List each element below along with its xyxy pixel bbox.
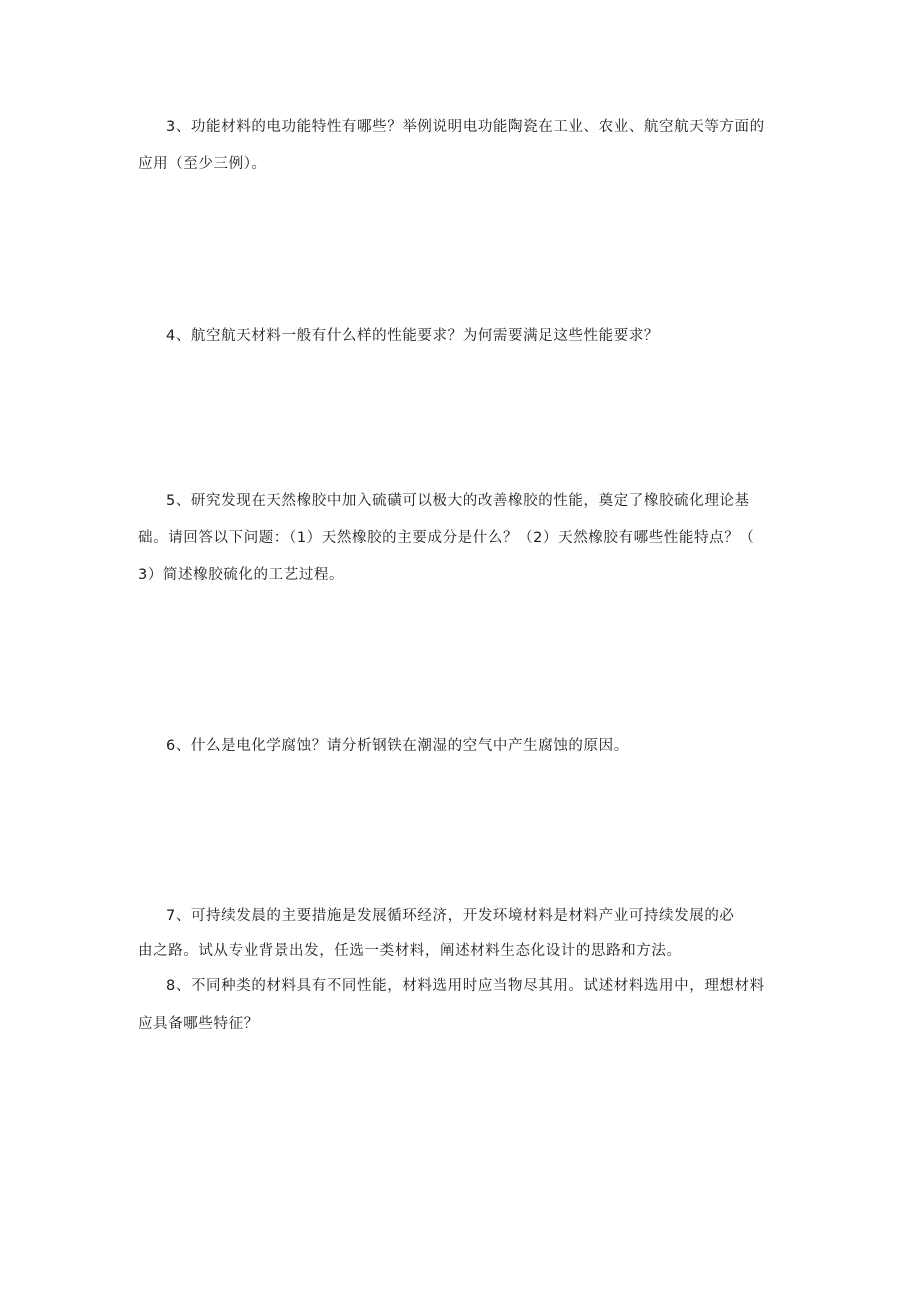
question-8-line-1: 8、不同种类的材料具有不同性能，材料选用时应当物尽其用。试述材料选用中，理想材料: [166, 978, 765, 994]
question-7-line-1: 7、可持续发晨的主要措施是发展循环经济，开发环境材料是材料产业可持续发展的必: [166, 908, 735, 924]
question-8-line-2: 应具备哪些特征？: [138, 1016, 259, 1032]
question-5-line-1: 5、研究发现在天然橡胶中加入硫磺可以极大的改善橡胶的性能，奠定了橡胶硫化理论基: [166, 493, 750, 509]
question-5-line-3: 3）简述橡胶硫化的工艺过程。: [138, 567, 345, 583]
question-7-line-2: 由之路。试从专业背景出发，任选一类材料，阐述材料生态化设计的思路和方法。: [138, 943, 682, 959]
question-3-line-2: 应用（至少三例）。: [138, 156, 267, 172]
question-5-line-2: 础。请回答以下问题：（1）天然橡胶的主要成分是什么？（2）天然橡胶有哪些性能特点？（: [138, 530, 755, 546]
question-6-line-1: 6、什么是电化学腐蚀？请分析钢铁在潮湿的空气中产生腐蚀的原因。: [166, 738, 629, 754]
question-3-line-1: 3、功能材料的电功能特性有哪些？举例说明电功能陶瓷在工业、农业、航空航天等方面的: [166, 119, 765, 135]
question-4-line-1: 4、航空航天材料一般有什么样的性能要求？为何需要满足这些性能要求？: [166, 328, 660, 344]
